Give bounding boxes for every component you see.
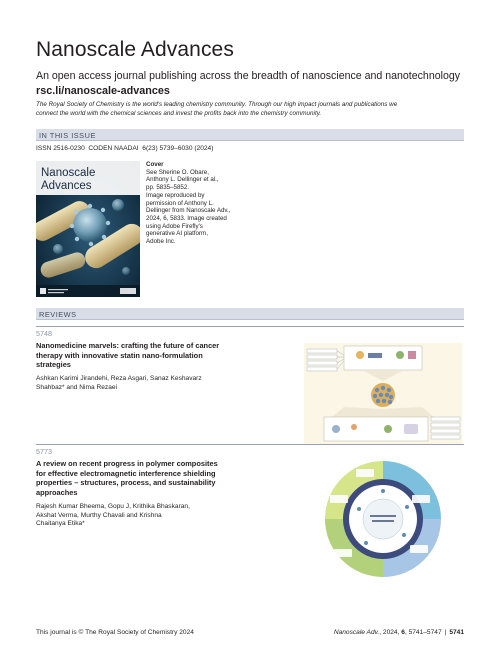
nanoparticle-cluster-icon [371, 383, 395, 407]
article-title-line: for effective electromagnetic interference shielding [36, 468, 216, 478]
journal-url-link[interactable]: rsc.li/nanoscale-advances [36, 85, 170, 97]
cover-caption-line: Adobe Inc. [146, 238, 176, 246]
article-title-line: approaches [36, 487, 78, 497]
article-authors-line: Akshat Verma, Murthy Chavali and Krishna [36, 511, 162, 519]
article-authors-line: Rajesh Kumar Bheema, Gopu J, Krithika Bhaskaran, [36, 503, 190, 510]
footer-separator: | [444, 629, 447, 636]
article-authors-line: Chaitanya Etika* [36, 520, 85, 527]
issn-line: ISSN 2516-0230 CODEN NAADAI 6(23) 5739–6030 (2024) [36, 145, 214, 152]
cover-title-line: Nanoscale [41, 167, 96, 179]
cover-caption-line: Dellinger from Nanoscale Adv., [146, 207, 231, 215]
journal-tagline: An open access journal publishing across the breadth of nanoscience and nanotechnology [36, 70, 461, 82]
cover-caption-title: Cover [146, 161, 164, 168]
cover-caption-line: using Adobe Firefly's [146, 222, 203, 230]
publisher-logo-icon [120, 288, 136, 294]
article-authors [36, 503, 190, 529]
divider [36, 326, 464, 327]
cover-title-line: Advances [41, 180, 92, 192]
footer-page-number: 5741 [449, 629, 464, 636]
rsc-blurb [36, 101, 466, 118]
article-title[interactable] [36, 459, 264, 497]
cover-caption [146, 161, 276, 246]
article-authors-line: Ashkan Karimi Jirandehi, Reza Asgari, Sanaz Keshavarz [36, 375, 202, 382]
in-this-issue-heading: IN THIS ISSUE [36, 129, 464, 141]
footer-copyright: This journal is © The Royal Society of Chemistry 2024 [36, 629, 194, 636]
cover-caption-line: generative AI platform, [146, 230, 208, 238]
toc-graphic-emi-shielding[interactable] [306, 455, 460, 582]
cover-caption-line: permission of Anthony L. [146, 199, 214, 207]
article-title[interactable] [36, 341, 264, 370]
footer-citation-pages: , 5741–5747 [404, 629, 442, 636]
footer-citation-volume: 6 [401, 629, 405, 636]
article-authors-line: Shahbaz* and Nima Rezaei [36, 383, 118, 391]
toc-graphic-nanomedicine[interactable] [304, 343, 462, 444]
rsc-blurb-line: connect the world with the chemical sciences and invest the profits back into the chemistry community. [36, 109, 322, 117]
article-title-line: therapy with innovative statin nano-formulation [36, 350, 203, 360]
article-page-number[interactable]: 5748 [36, 329, 52, 338]
article-title-line: strategies [36, 360, 71, 370]
cover-caption-line: 2024, 6, 5833. Image created [146, 214, 227, 222]
journal-title: Nanoscale Advances [36, 38, 234, 61]
reviews-heading: REVIEWS [36, 308, 464, 320]
footer-citation-year: , 2024, [379, 629, 402, 636]
article-title-line: properties – structures, process, and sustainability [36, 478, 216, 488]
cover-caption-line: See Sherine O. Obare, [146, 168, 209, 176]
cover-caption-line: Image reproduced by [146, 191, 205, 199]
footer-citation-journal: Nanoscale Adv. [333, 629, 380, 636]
divider [36, 444, 464, 445]
circular-diagram [325, 461, 441, 577]
rsc-blurb-line: The Royal Society of Chemistry is the world's leading chemistry community. Through our high impact journals and publications we [36, 101, 398, 108]
cover-caption-line: Anthony L. Dellinger et al., [146, 176, 219, 184]
cover-caption-line: pp. 5835–5852. [146, 184, 190, 192]
article-authors [36, 375, 202, 392]
footer-citation [334, 629, 464, 636]
article-title-line: Nanomedicine marvels: crafting the future of cancer [36, 341, 220, 350]
article-page-number[interactable]: 5773 [36, 447, 52, 456]
article-title-line: A review on recent progress in polymer composites [36, 459, 218, 468]
cover-image[interactable] [36, 161, 140, 297]
